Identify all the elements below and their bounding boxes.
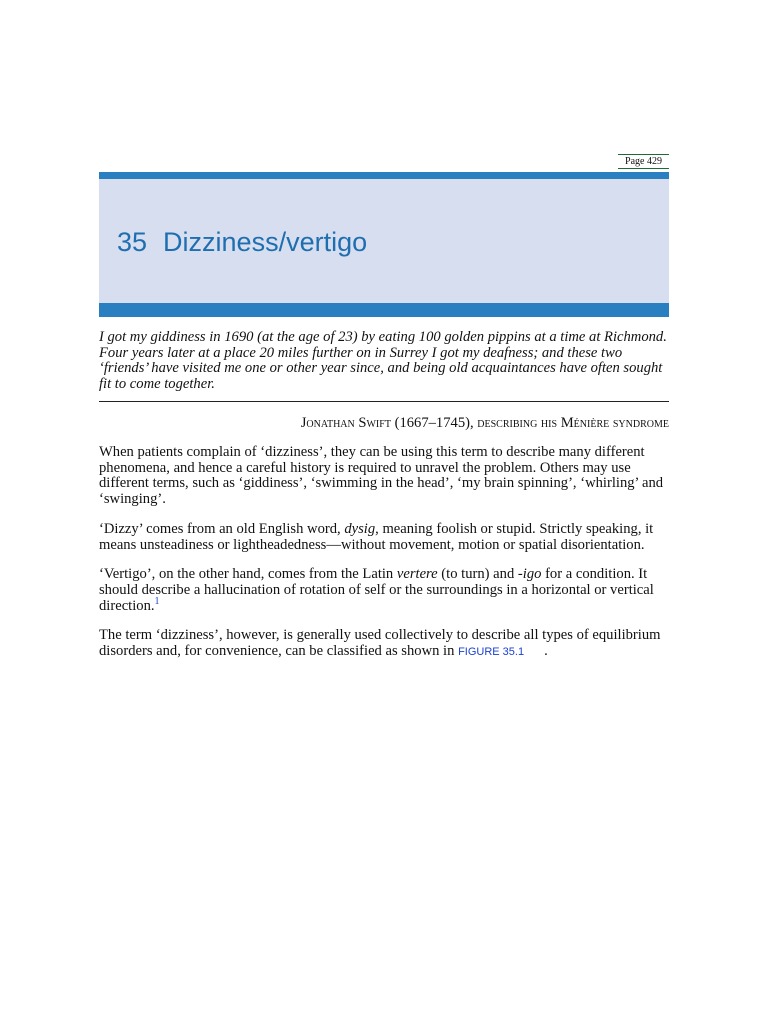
body-text	[99, 445, 669, 675]
p2-text-b: , meaning foolish or stupid. Strictly speaking, it means unsteadiness or lightheadedness—without movement, motion or spatial disorientation.	[99, 520, 654, 553]
paragraph-2	[99, 522, 669, 553]
p4-text-a: The term ‘dizziness’, however, is generally used collectively to describe all types of equilibrium disorders and, for convenience, can be classified as shown in	[99, 627, 661, 660]
p3-text-c: for a condition. It should describe a hallucination of rotation of self or the surroundings in a horizontal or vertical direction.	[99, 566, 654, 614]
chapter-number: 35	[117, 227, 148, 257]
chapter-title	[117, 227, 367, 258]
attribution-author: Jonathan Swift	[300, 415, 391, 431]
header-top-bar	[99, 172, 669, 179]
footnote-link[interactable]: 1	[154, 595, 160, 607]
paragraph-4	[99, 628, 669, 660]
p2-text-a: ‘Dizzy’ comes from an old English word,	[99, 520, 345, 537]
chapter-title-text: Dizziness/vertigo	[163, 227, 368, 257]
p3-text-b: (to turn) and	[437, 566, 518, 583]
epigraph-attribution	[301, 415, 669, 432]
p2-term: dysig	[344, 520, 376, 537]
attribution-dates: (1667–1745),	[390, 415, 478, 431]
figure-link[interactable]: FIGURE 35.1	[458, 646, 525, 659]
paragraph-3	[99, 567, 669, 614]
page-number: Page 429	[618, 154, 669, 169]
epigraph-quote: I got my giddiness in 1690 (at the age of 23) by eating 100 golden pippins at a time at Richmond. Four years later at a place 20 miles further on in Surrey I got my deafness; and these two ‘friends’ have visited me one or other year since, and being old acquaintances have often sought fit to come together.	[99, 329, 667, 393]
paragraph-1: When patients complain of ‘dizziness’, they can be using this term to describe many different phenomena, and hence a careful history is required to unravel the problem. Others may use different terms, such as ‘giddiness’, ‘swimming in the head’, ‘my brain spinning’, ‘whirling’ and ‘swinging’.	[99, 444, 664, 508]
attribution-description: describing his Ménière syndrome	[477, 415, 669, 431]
chapter-header	[99, 172, 669, 317]
p3-text-a: ‘Vertigo’, on the other hand, comes from the Latin	[99, 566, 397, 583]
p3-term-vertere: vertere	[396, 566, 438, 583]
p4-text-b: .	[544, 643, 548, 660]
p3-term-igo: -igo	[517, 566, 542, 583]
epigraph-divider	[99, 401, 669, 402]
header-bottom-bar	[99, 303, 669, 317]
